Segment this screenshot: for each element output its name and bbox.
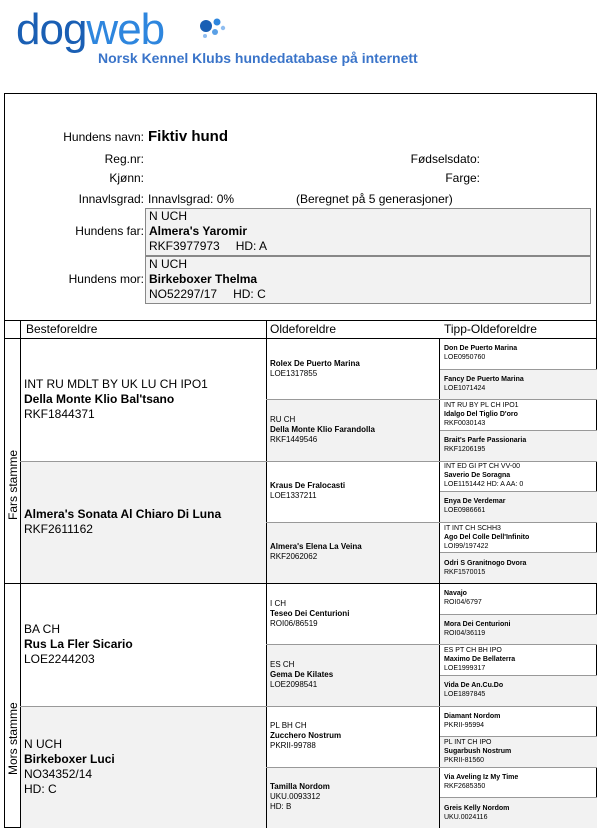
dog-name-link[interactable]: Odri S Granitnogo Dvora: [444, 559, 527, 567]
dog-name-link[interactable]: Don De Puerto Marina: [444, 345, 518, 353]
reg-number: RKF2062062: [270, 552, 318, 562]
father-box[interactable]: [145, 208, 591, 256]
titles: INT ED GI PT CH VV-00: [444, 463, 520, 471]
col-divider-gp: [266, 320, 267, 828]
great-great-grandparent-cell[interactable]: [444, 614, 593, 645]
birth-label: Fødselsdato:: [410, 152, 480, 166]
great-great-grandparent-cell[interactable]: [444, 675, 593, 706]
mother-titles: N UCH: [149, 257, 187, 271]
dog-name-link[interactable]: Saverio De Soragna: [444, 472, 511, 480]
reg-number: RKF0030143: [444, 420, 486, 428]
reg-number: PKRII-95994: [444, 721, 485, 729]
great-grandparent-cell[interactable]: [270, 338, 436, 399]
father-name[interactable]: Almera's Yaromir: [149, 224, 248, 238]
reg-number: NO34352/14: [24, 766, 93, 781]
titles: RU CH: [270, 414, 296, 424]
reg-number: LOE0950760: [444, 354, 486, 362]
dogweb-logo[interactable]: [16, 5, 456, 70]
dog-name: Fiktiv hund: [148, 128, 228, 145]
great-great-grandparent-cell[interactable]: [444, 399, 593, 430]
mother-label: Hundens mor:: [68, 272, 144, 286]
great-grandparent-cell[interactable]: [270, 706, 436, 767]
dog-name-link[interactable]: Rus La Fler Sicario: [24, 636, 133, 651]
dog-name-link[interactable]: Fancy De Puerto Marina: [444, 375, 524, 383]
regnr-label: Reg.nr:: [104, 152, 144, 166]
titles: ES PT CH BH IPO: [444, 647, 502, 655]
reg-number: UKU.0024116: [444, 813, 488, 821]
name-label: Hundens navn:: [63, 130, 144, 144]
reg-number: PKRII-99788: [270, 741, 316, 751]
mother-name[interactable]: Birkeboxer Thelma: [149, 272, 258, 286]
titles: PL BH CH: [270, 721, 307, 731]
logo-dots-icon: [194, 14, 234, 44]
dog-name-link[interactable]: Tamilla Nordom: [270, 782, 330, 792]
logo-dog: dog: [16, 5, 87, 54]
reg-number: ROI06/86519: [270, 618, 318, 628]
great-great-grandparent-cell[interactable]: [444, 491, 593, 522]
dog-name-link[interactable]: Gema De Kilates: [270, 669, 334, 679]
reg-number: RKF1570015: [444, 568, 486, 576]
great-great-grandparent-cell[interactable]: [444, 644, 593, 675]
dog-name-link[interactable]: Teseo Dei Centurioni: [270, 608, 350, 618]
great-great-grandparent-cell[interactable]: [444, 552, 593, 583]
titles: IT INT CH SCHH3: [444, 524, 501, 532]
grandparent-cell[interactable]: [24, 338, 262, 461]
reg-number: RKF2685350: [444, 783, 486, 791]
reg-number: LOE1999317: [444, 665, 486, 673]
extra-info: HD: B: [270, 802, 292, 812]
titles: PL INT CH IPO: [444, 738, 492, 746]
reg-number: LOE2244203: [24, 651, 95, 666]
dog-name-link[interactable]: Della Monte Klio Farandolla: [270, 424, 375, 434]
dog-name-link[interactable]: Sugarbush Nostrum: [444, 747, 512, 755]
great-great-grandparent-cell[interactable]: [444, 583, 593, 614]
extra-info: HD: C: [24, 781, 57, 796]
col-oldeforeldre: Oldeforeldre: [270, 322, 337, 336]
dog-name-link[interactable]: Rolex De Puerto Marina: [270, 358, 360, 368]
great-grandparent-cell[interactable]: [270, 583, 436, 644]
inbreeding-note: (Beregnet på 5 generasjoner): [296, 192, 453, 206]
titles: I CH: [270, 598, 286, 608]
titles: ES CH: [270, 659, 295, 669]
mother-reg: NO52297/17 HD: C: [149, 287, 266, 301]
reg-number: RKF2611162: [24, 521, 93, 536]
great-great-grandparent-cell[interactable]: [444, 767, 593, 798]
dog-name-link[interactable]: Diamant Nordom: [444, 712, 501, 720]
titles: BA CH: [24, 621, 61, 636]
titles: N UCH: [24, 736, 62, 751]
dog-name-link[interactable]: Mora Dei Centurioni: [444, 620, 511, 628]
dog-name-link[interactable]: Kraus De Fralocasti: [270, 481, 346, 491]
fars-stamme-label: Fars stamme: [6, 449, 20, 520]
grandparent-cell[interactable]: [24, 706, 262, 829]
reg-number: RKF1206195: [444, 446, 486, 454]
great-grandparent-cell[interactable]: [270, 644, 436, 705]
mother-box[interactable]: [145, 256, 591, 304]
col-besteforeldre: Besteforeldre: [26, 322, 98, 336]
great-great-grandparent-cell[interactable]: [444, 522, 593, 553]
dog-name-link[interactable]: Maximo De Bellaterra: [444, 656, 516, 664]
father-titles: N UCH: [149, 209, 187, 223]
reg-number: LOE1071424: [444, 384, 486, 392]
logo-subtitle: Norsk Kennel Klubs hundedatabase på internett: [98, 50, 418, 66]
great-great-grandparent-cell[interactable]: [444, 797, 593, 828]
dog-name-link[interactable]: Navajo: [444, 590, 467, 598]
grandparent-cell[interactable]: [24, 461, 262, 584]
great-great-grandparent-cell[interactable]: [444, 736, 593, 767]
dog-name-link[interactable]: Almera's Elena La Veina: [270, 542, 362, 552]
great-grandparent-cell[interactable]: [270, 461, 436, 522]
dog-name-link[interactable]: Greis Kelly Nordom: [444, 804, 510, 812]
inbreeding-value: Innavlsgrad: 0%: [148, 192, 235, 206]
col-tipp-oldeforeldre: Tipp-Oldeforeldre: [444, 322, 537, 336]
dog-name-link[interactable]: Zucchero Nostrum: [270, 731, 342, 741]
reg-number: RKF1844371: [24, 406, 95, 421]
dog-name-link[interactable]: Vida De An.Cu.Do: [444, 682, 504, 690]
reg-number: ROI04/6797: [444, 599, 482, 607]
reg-number: LOE1337211: [270, 491, 317, 501]
titles: INT RU MDLT BY UK LU CH IPO1: [24, 376, 208, 391]
reg-number: ROI04/36119: [444, 629, 486, 637]
reg-number: LOE1151442 HD: A AA: 0: [444, 481, 524, 489]
col-divider-side: [20, 320, 21, 828]
reg-number: LOE1897845: [444, 691, 486, 699]
great-grandparent-cell[interactable]: [270, 522, 436, 583]
pedigree-top-line: [4, 320, 597, 321]
logo-wordmark: [16, 5, 165, 54]
titles: INT RU BY PL CH IPO1: [444, 402, 519, 410]
reg-number: LOI99/197422: [444, 542, 489, 550]
great-great-grandparent-cell[interactable]: [444, 461, 593, 492]
dog-name-link[interactable]: Idalgo Del Tiglio D'oro: [444, 411, 518, 419]
dog-name-link[interactable]: Brait's Parfe Passionaria: [444, 437, 527, 445]
dog-name-link[interactable]: Della Monte Klio Bal'tsano: [24, 391, 175, 406]
dog-name-link[interactable]: Via Aveling Iz My Time: [444, 774, 519, 782]
dog-name-link[interactable]: Almera's Sonata Al Chiaro Di Luna: [24, 506, 222, 521]
sex-label: Kjønn:: [109, 171, 144, 185]
great-great-grandparent-cell[interactable]: [444, 706, 593, 737]
reg-number: LOE1317855: [270, 368, 318, 378]
great-grandparent-cell[interactable]: [270, 767, 436, 828]
reg-number: RKF1449546: [270, 434, 318, 444]
reg-number: UKU.0093312: [270, 792, 321, 802]
father-label: Hundens far:: [75, 224, 144, 238]
dog-name-link[interactable]: Ago Del Colle Dell'Infinito: [444, 533, 530, 541]
reg-number: LOE2098541: [270, 679, 318, 689]
reg-number: PKRII-81560: [444, 756, 485, 764]
great-great-grandparent-cell[interactable]: [444, 430, 593, 461]
great-great-grandparent-cell[interactable]: [444, 369, 593, 400]
dog-name-link[interactable]: Enya De Verdemar: [444, 498, 506, 506]
inbreeding-label: Innavlsgrad:: [78, 192, 144, 206]
logo-web: web: [86, 5, 165, 54]
great-great-grandparent-cell[interactable]: [444, 338, 593, 369]
dog-name-link[interactable]: Birkeboxer Luci: [24, 751, 115, 766]
color-label: Farge:: [445, 171, 480, 185]
reg-number: LOE0986661: [444, 507, 486, 515]
mors-stamme-label: Mors stamme: [6, 702, 20, 775]
grandparent-cell[interactable]: [24, 583, 262, 706]
father-reg: RKF3977973 HD: A: [149, 239, 268, 253]
great-grandparent-cell[interactable]: [270, 399, 436, 460]
